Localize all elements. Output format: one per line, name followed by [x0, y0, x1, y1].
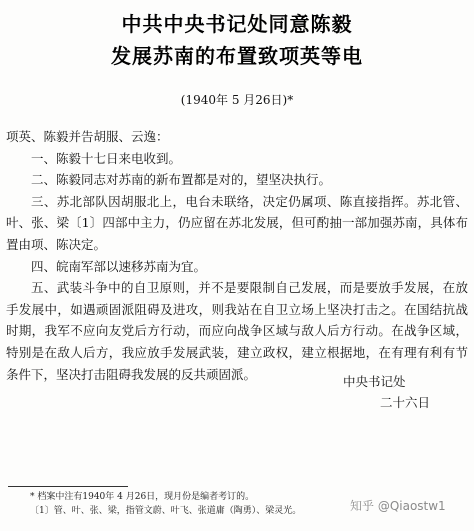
paragraph-3: 三、苏北部队因胡服北上，电台未联络，决定仍属项、陈直接指挥。苏北管、叶、张、梁〔1〕四部中主力，仍应留在苏北发展，但可酌抽一部加强苏南，具体布置由项、陈决定。 [6, 193, 468, 252]
title-line-2: 发展苏南的布置致项英等电 [111, 44, 363, 68]
footnote-2: 〔1〕管、叶、张、梁，指管文蔚、叶飞、张道庸（陶勇）、梁灵光。 [30, 506, 302, 516]
signature-date: 二十六日 [380, 395, 431, 410]
paragraph-2: 二、陈毅同志对苏南的新布置都是对的，望坚决执行。 [31, 172, 332, 188]
title-line-1: 中共中央书记处同意陈毅 [121, 12, 353, 36]
footnote-divider [8, 486, 128, 487]
salutation: 项英、陈毅并告胡服、云逸： [6, 129, 169, 144]
footnote-1: * 档案中注有1940年 4 月26日，现月份是编者考订的。 [30, 492, 255, 502]
paragraph-1: 一、陈毅十七日来电收到。 [31, 150, 182, 166]
paragraph-5: 五、武装斗争中的自卫原则，并不是要限制自己发展，而是要放手发展，在放手发展中，如遇顽固派阻碍及进攻，则我站在自卫立场上坚决打击之。在国结抗战时期，我军不应向友党后方行动，而应向战争区域与敌人后方行动。在战争区域，特别是在敌人后方，我应放手发展武装，建立政权，建立根据地，在有理有利有节条件下，坚决打击阻碍我发展的反共顽固派。 [6, 280, 468, 382]
document-date: (1940年 5 月26日)* [180, 93, 294, 107]
paragraph-4: 四、皖南军部以速移苏南为宜。 [31, 258, 207, 274]
signature: 中央书记处 [343, 374, 406, 389]
document-body [6, 126, 468, 385]
watermark: 知乎 @Qiaostw1 [350, 499, 446, 513]
